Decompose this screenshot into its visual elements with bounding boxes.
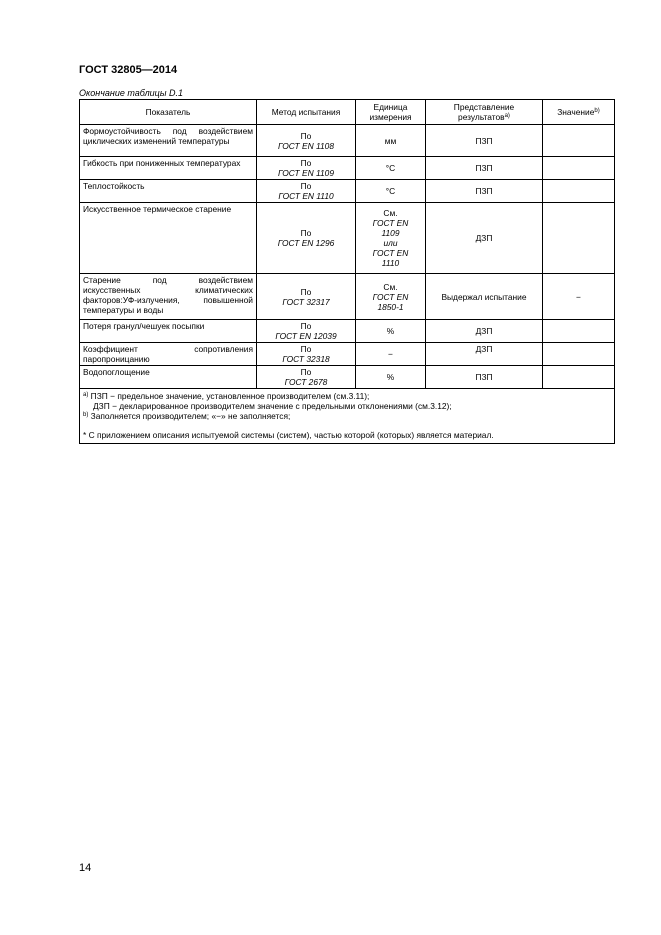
cell-method: [257, 343, 356, 366]
method-standard: ГОСТ EN 1110: [278, 191, 334, 201]
method-prefix: По: [300, 130, 312, 141]
cell-representation: ПЗП: [426, 157, 543, 180]
cell-representation: ДЗП: [426, 343, 543, 366]
cell-indicator: Водопоглощение: [80, 366, 257, 389]
method-prefix: По: [300, 367, 312, 377]
method-prefix: По: [300, 158, 312, 168]
footnote-ref-a: а): [504, 113, 510, 119]
cell-value: [543, 157, 615, 180]
col-header-value: [543, 100, 615, 125]
unit-line: или: [383, 238, 398, 248]
footnote-ref-b: b): [594, 108, 600, 114]
cell-indicator: Потеря гранул/чешуек посыпки: [80, 320, 257, 343]
method-prefix: По: [300, 344, 312, 354]
cell-unit: °С: [356, 157, 426, 180]
method-prefix: По: [300, 181, 312, 191]
table-row: [80, 203, 615, 274]
cell-method: [257, 320, 356, 343]
method-standard: ГОСТ 32318: [282, 354, 330, 364]
cell-unit: [356, 274, 426, 320]
unit-line: См.: [383, 281, 398, 292]
note-a-text: ПЗП − предельное значение, установленное производителем (см.3.11);: [90, 391, 370, 401]
col-header-representation-label: Представление результатов: [453, 102, 515, 122]
unit-line: ГОСТ EN: [372, 291, 409, 302]
method-standard: ГОСТ 32317: [282, 296, 330, 307]
method-standard: ГОСТ EN 1109: [278, 168, 334, 178]
note-b-text: Заполняется производителем; «−» не заполняется;: [90, 411, 291, 421]
cell-representation: ПЗП: [426, 180, 543, 203]
method-standard: ГОСТ EN 12039: [275, 331, 337, 341]
cell-representation: ПЗП: [426, 125, 543, 157]
cell-value: [543, 320, 615, 343]
cell-indicator: Теплостойкость: [80, 180, 257, 203]
cell-value: [543, 180, 615, 203]
unit-line: 1850-1: [377, 301, 404, 312]
note-a-continued: ДЗП − декларированное производителем значение с предельными отклонениями (см.3.12);: [93, 401, 452, 411]
table-row: [80, 125, 615, 157]
method-standard: ГОСТ EN 1108: [278, 140, 334, 151]
cell-indicator: Гибкость при пониженных температурах: [80, 157, 257, 180]
note-b: [83, 411, 611, 421]
cell-indicator: Формоустойчивость под воздействием циклических изменений температуры: [80, 125, 257, 157]
table-header-row: [80, 100, 615, 125]
table-row: [80, 157, 615, 180]
cell-unit: %: [356, 366, 426, 389]
cell-indicator: Коэффициент сопротивления паропроницанию: [80, 343, 257, 366]
col-header-representation: [426, 100, 543, 125]
cell-representation: ДЗП: [426, 203, 543, 274]
cell-value: [543, 125, 615, 157]
cell-representation: Выдержал испытание: [426, 274, 543, 320]
unit-line: 1109: [381, 228, 400, 238]
note-b-mark: b): [83, 412, 89, 418]
unit-line: ГОСТ EN: [372, 218, 409, 228]
cell-representation: ПЗП: [426, 366, 543, 389]
cell-method: [257, 125, 356, 157]
col-header-method: Метод испытания: [257, 100, 356, 125]
col-header-indicator: Показатель: [80, 100, 257, 125]
cell-value: [543, 366, 615, 389]
table-notes-row: [80, 389, 615, 444]
table-notes: [80, 389, 615, 444]
cell-unit: −: [356, 343, 426, 366]
cell-value: [543, 203, 615, 274]
cell-unit: [356, 203, 426, 274]
note-a: [83, 391, 611, 401]
cell-indicator: Искусственное термическое старение: [80, 203, 257, 274]
data-table: [79, 99, 615, 444]
unit-line: ГОСТ EN: [372, 248, 409, 258]
cell-representation: ДЗП: [426, 320, 543, 343]
cell-indicator: Старение под воздействием искусственных климатических факторов:УФ-излучения, повышенной температуры и воды: [80, 274, 257, 320]
table-row: [80, 274, 615, 320]
method-prefix: По: [300, 321, 312, 331]
table-row: [80, 320, 615, 343]
cell-value: −: [543, 274, 615, 320]
table-caption: Окончание таблицы D.1: [79, 88, 183, 98]
unit-line: См.: [383, 208, 398, 218]
document-header: ГОСТ 32805—2014: [79, 64, 178, 76]
note-a-mark: а): [83, 392, 89, 398]
cell-unit: %: [356, 320, 426, 343]
cell-method: [257, 203, 356, 274]
col-header-unit: Единица измерения: [356, 100, 426, 125]
page-number: 14: [79, 862, 92, 874]
table-row: [80, 366, 615, 389]
table-row: [80, 180, 615, 203]
method-prefix: По: [300, 286, 312, 297]
cell-method: [257, 366, 356, 389]
col-header-value-label: Значение: [557, 107, 595, 117]
cell-unit: °С: [356, 180, 426, 203]
cell-method: [257, 180, 356, 203]
table-row: [80, 343, 615, 366]
method-standard: ГОСТ EN 1296: [277, 238, 335, 248]
method-standard: ГОСТ 2678: [284, 377, 328, 387]
note-star: * С приложением описания испытуемой системы (систем), частью которой (которых) является материал.: [83, 430, 494, 440]
cell-method: [257, 157, 356, 180]
cell-unit: мм: [356, 125, 426, 157]
method-prefix: По: [300, 228, 312, 238]
cell-value: [543, 343, 615, 366]
cell-method: [257, 274, 356, 320]
unit-line: 1110: [381, 258, 400, 268]
